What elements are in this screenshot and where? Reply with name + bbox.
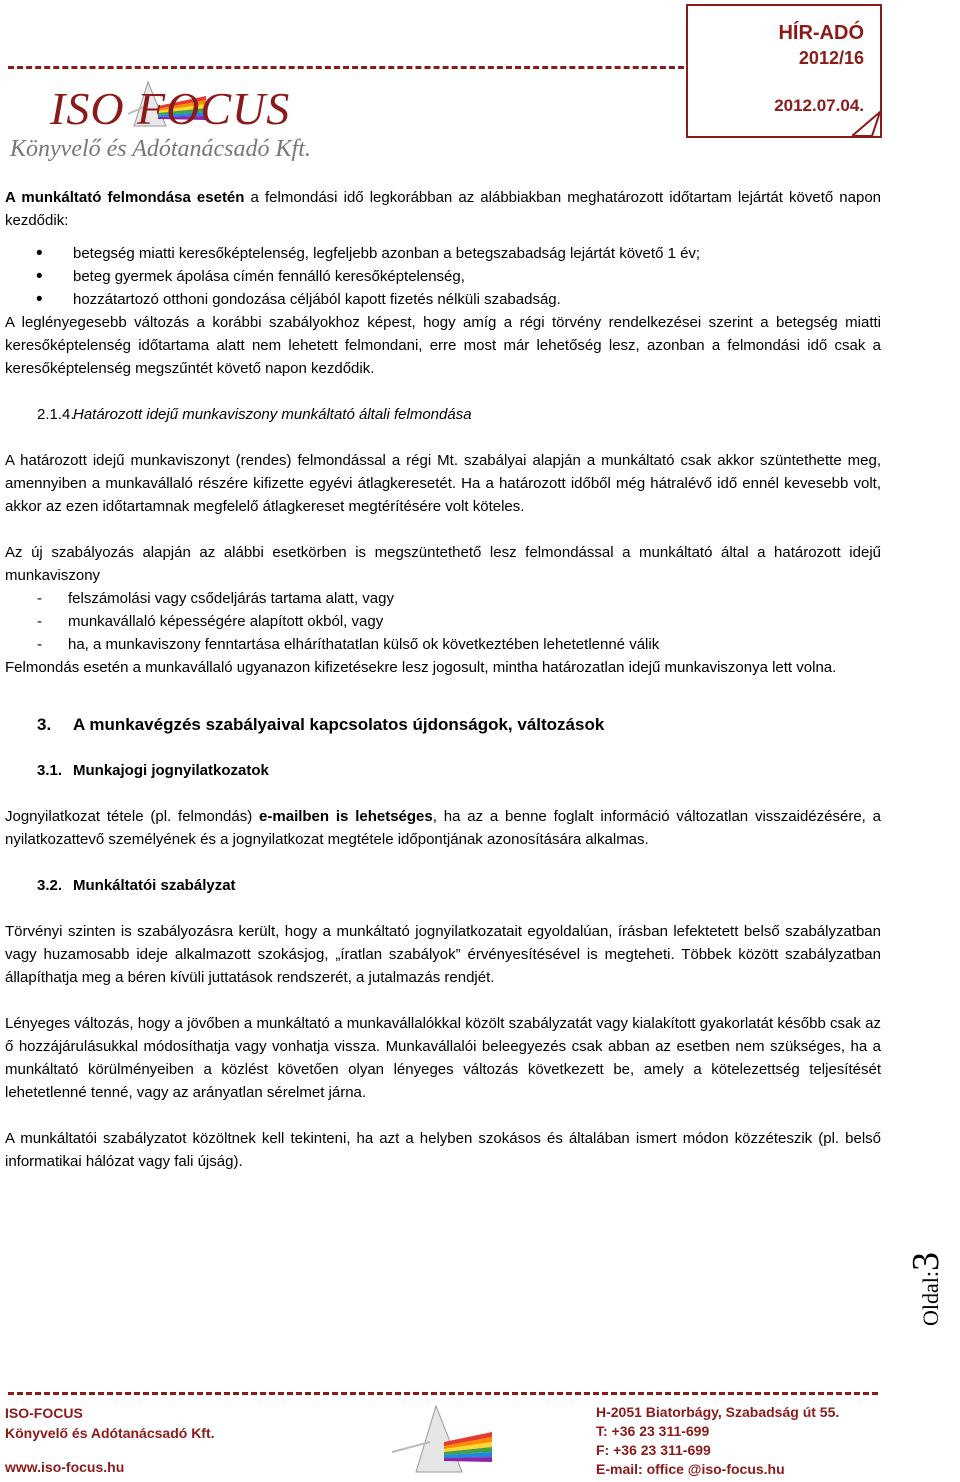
- footer-contact: [596, 1403, 839, 1479]
- section-title: Munkajogi jognyilatkozatok: [73, 762, 269, 779]
- email-text-post: , ha az a benne foglalt információ változatlan visszaidézésére, a nyilatkozattevő személyének és a jognyilatkozat megtétele időpontjának azonosítására alkalmas.: [5, 808, 881, 848]
- issue-date: 2012.07.04.: [774, 96, 864, 115]
- section-number: 2.1.4.: [37, 406, 75, 423]
- footer-company: [5, 1403, 215, 1477]
- paragraph-regulation: Törvényi szinten is szabályozásra került, hogy a munkáltató jognyilatkozatait egyoldalúan, írásban lefektetett belső szabályzatban vagy huzamosabb ideje alkalmazott szokásjog, „íratlan szabályok” érvényesítésével is megteheti. Többek között szabályzatban állapíthatja meg a béren kívüli juttatások rendszerét, a jutalmazás rendjét.: [5, 923, 881, 986]
- section-heading-3-2: [5, 874, 881, 897]
- intro-bold: A munkáltató felmondása esetén: [5, 189, 245, 206]
- bullet-list: [5, 242, 881, 311]
- footer-company-name: ISO-FOCUS: [5, 1405, 83, 1421]
- paragraph-old-rule: A határozott idejű munkaviszonyt (rendes) felmondással a régi Mt. szabályai alapján a munkáltató csak akkor szüntethette meg, amennyiben a munkavállaló részére kifizette egyévi átlagkeresetét. Ha a határozott időből még hátralévő idő ennél kevesebb volt, akkor az ezen időtartamnak megfelelő átlagkereset megtérítésére volt köteles.: [5, 452, 881, 515]
- section-title: Munkáltatói szabályzat: [73, 877, 236, 894]
- list-item: - munkavállaló képességére alapított okból, vagy: [5, 610, 881, 633]
- footer-web-link[interactable]: www.iso-focus.hu: [5, 1459, 125, 1475]
- paragraph-publication: A munkáltatói szabályzatot közöltnek kell tekinteni, ha azt a helyben szokásos és általában ismert módon közzéteszik (pl. belső informatikai hálózat vagy fali újság).: [5, 1130, 881, 1170]
- list-item: • beteg gyermek ápolása címén fennálló keresőképtelenség,: [5, 265, 881, 288]
- paragraph-email: [5, 805, 881, 851]
- paragraph-essential-change: Lényeges változás, hogy a jövőben a munkáltató a munkavállalókkal közölt szabályzatát vagy kialakított gyakorlatát később csak az ő hozzájárulásukkal módosíthatja vagy vonhatja vissza. Munkavállalói beleegyezés csak abban az esetben nem szükséges, ha a munkáltató körülményeiben a közlést követően olyan lényeges változás következett be, amely a kötelezettség teljesítését lehetetlenné tenné, vagy az arányatlan sérelmet járna.: [5, 1015, 881, 1101]
- main-content: [5, 186, 881, 1173]
- list-item: • hozzátartozó otthoni gondozása céljából kapott fizetés nélküli szabadság.: [5, 288, 881, 311]
- section-heading-2-1-4: [5, 403, 881, 426]
- list-item: - felszámolási vagy csődeljárás tartama alatt, vagy: [5, 587, 881, 610]
- page-label: Oldal:: [918, 1271, 943, 1326]
- section-number: 3.2.: [37, 877, 63, 894]
- footer-company-sub: Könyvelő és Adótanácsadó Kft.: [5, 1425, 215, 1441]
- section-number: 3.: [37, 715, 52, 734]
- section-title: A munkavégzés szabályaival kapcsolatos újdonságok, változások: [73, 715, 605, 734]
- dash-list: [5, 587, 881, 656]
- footer-prism-icon: [392, 1402, 492, 1478]
- section-heading-3: [5, 713, 881, 736]
- newsletter-label: HÍR-ADÓ: [778, 22, 864, 44]
- header-divider: [8, 66, 684, 69]
- footer-tel: T: +36 23 311-699: [596, 1423, 710, 1439]
- logo-subtitle: Könyvelő és Adótanácsadó Kft.: [10, 136, 311, 162]
- footer-email[interactable]: E-mail: office @iso-focus.hu: [596, 1461, 785, 1477]
- section-heading-3-1: [5, 759, 881, 782]
- footer-address: H-2051 Biatorbágy, Szabadság út 55.: [596, 1404, 840, 1420]
- paragraph-new-rule: Az új szabályozás alapján az alábbi esetkörben is megszüntethető lesz felmondással a munkáltató által a határozott idejű munkaviszony: [5, 544, 881, 584]
- paragraph-intro: [5, 186, 881, 232]
- logo-title: ISO FOCUS: [50, 83, 291, 134]
- section-number: 3.1.: [37, 762, 63, 779]
- footer-fax: F: +36 23 311-699: [596, 1442, 711, 1458]
- issue-number: 2012/16: [798, 48, 864, 68]
- page-value: 3: [905, 1252, 947, 1271]
- list-item: - ha, a munkaviszony fenntartása elháríthatatlan külső ok következtében lehetetlenné válik: [5, 633, 881, 656]
- paragraph-termination: Felmondás esetén a munkavállaló ugyanazon kifizetésekre lesz jogosult, mintha határozatlan idejű munkaviszonya lett volna.: [5, 659, 837, 676]
- section-title: Határozott idejű munkaviszony munkáltató általi felmondása: [73, 406, 472, 423]
- intro-text: a felmondási idő legkorábban az alábbiakban meghatározott időtartam lejártát követő napon kezdődik:: [5, 189, 882, 229]
- footer-divider: [8, 1392, 878, 1395]
- email-bold: e-mailben is lehetséges: [259, 808, 433, 825]
- page-curl-icon: [852, 110, 886, 140]
- list-item: • betegség miatti keresőképtelenség, legfeljebb azonban a betegszabadság lejártát követő 1 év;: [5, 242, 881, 265]
- page-number: [904, 1252, 948, 1326]
- email-text-pre: Jognyilatkozat tétele (pl. felmondás): [5, 808, 260, 825]
- paragraph-change: A leglényegesebb változás a korábbi szabályokhoz képest, hogy amíg a régi törvény rendelkezései szerint a betegség miatti keresőképtelenség időtartama alatt nem lehetett felmondani, erre most már lehetőség lesz, azonban a felmondási idő csak a keresőképtelenség megszűntét követő napon kezdődik.: [5, 314, 881, 377]
